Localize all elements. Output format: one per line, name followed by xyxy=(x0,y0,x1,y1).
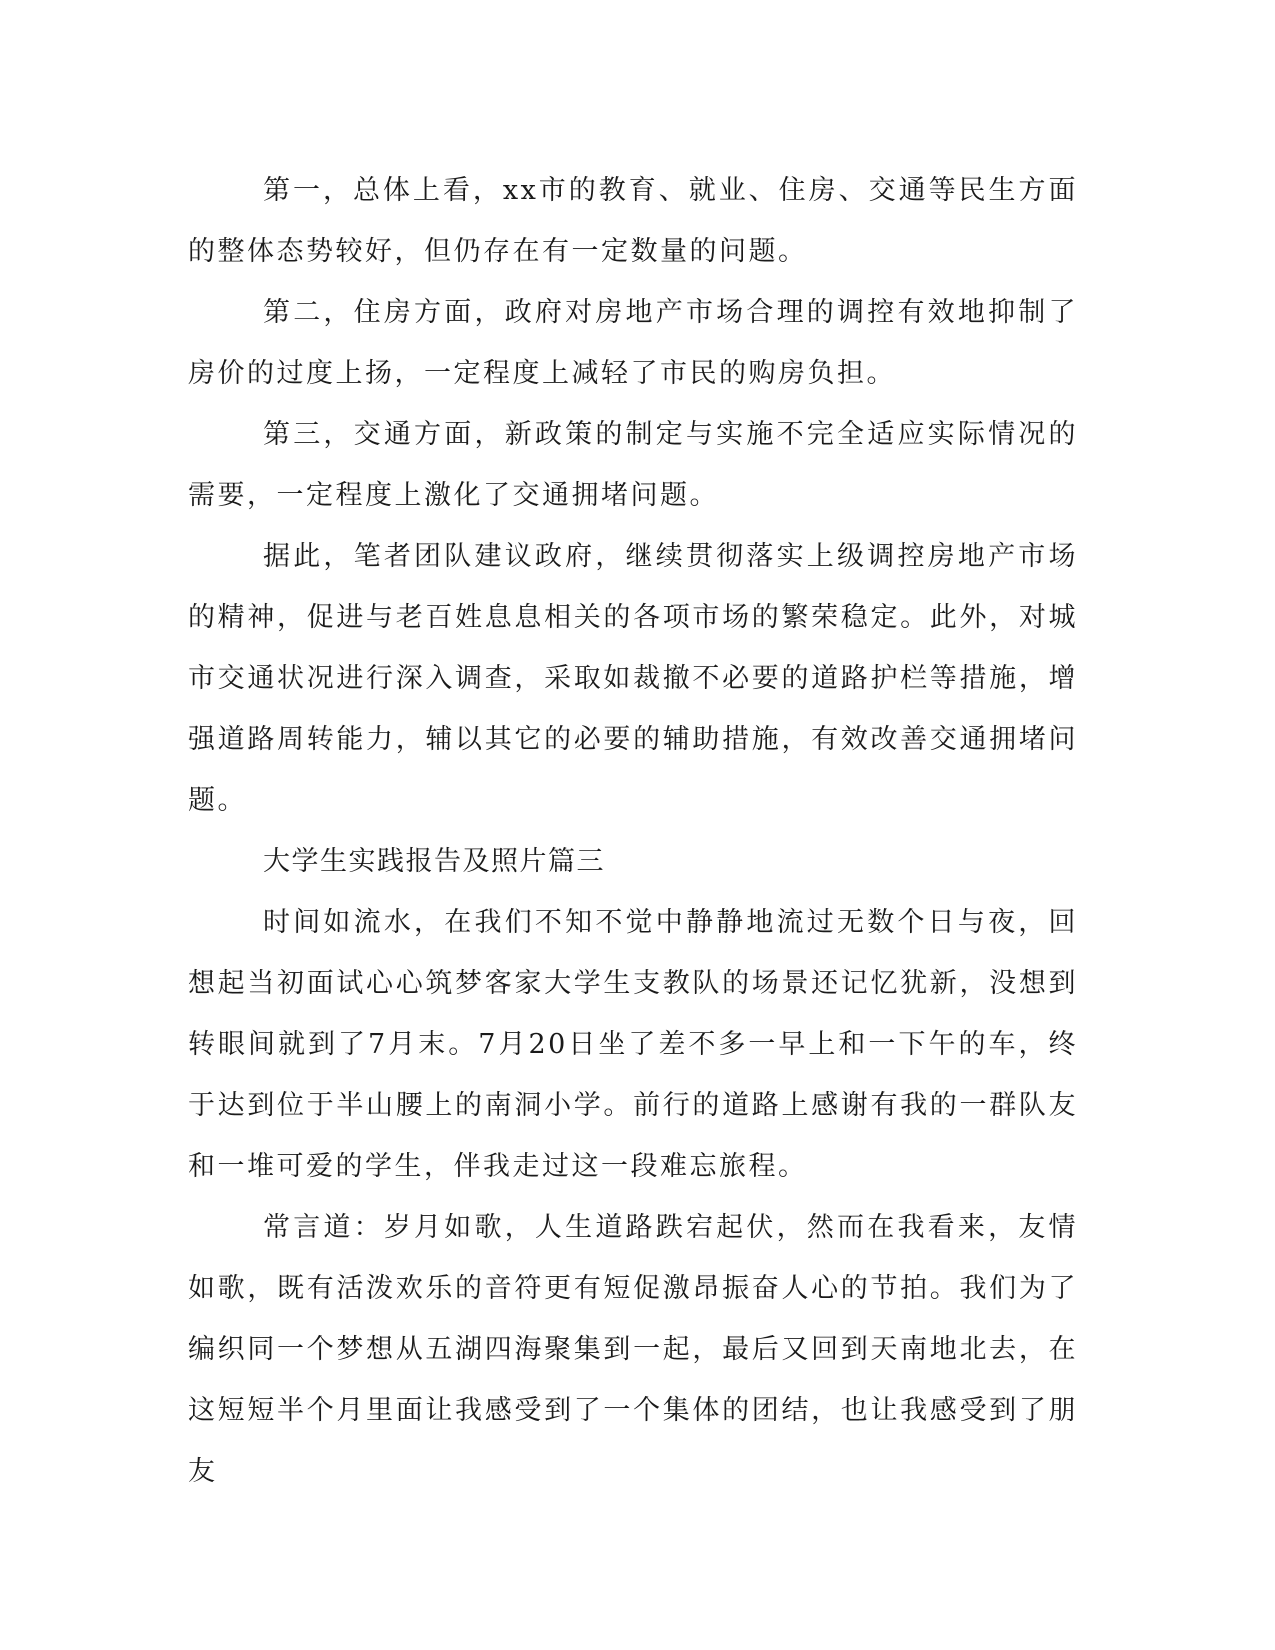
paragraph-summary-second: 第二，住房方面，政府对房地产市场合理的调控有效地抑制了房价的过度上扬，一定程度上减轻了市民的购房负担。 xyxy=(188,297,1078,389)
paragraph-recommendation: 据此，笔者团队建议政府，继续贯彻落实上级调控房地产市场的精神，促进与老百姓息息相关的各项市场的繁荣稳定。此外，对城市交通状况进行深入调查，采取如裁撤不必要的道路护栏等措施，增强道路周转能力，辅以其它的必要的辅助措施，有效改善交通拥堵问题。 xyxy=(188,541,1078,816)
paragraph-time-flows: 时间如流水，在我们不知不觉中静静地流过无数个日与夜，回想起当初面试心心筑梦客家大学生支教队的场景还记忆犹新，没想到转眼间就到了7月末。7月20日坐了差不多一早上和一下午的车，终于达到位于半山腰上的南洞小学。前行的道路上感谢有我的一群队友和一堆可爱的学生，伴我走过这一段难忘旅程。 xyxy=(188,907,1078,1182)
section-title: 大学生实践报告及照片篇三 xyxy=(263,846,605,877)
paragraph-summary-third: 第三，交通方面，新政策的制定与实施不完全适应实际情况的需要，一定程度上激化了交通拥堵问题。 xyxy=(188,419,1078,511)
document-body xyxy=(188,160,1078,1502)
paragraph-summary-first: 第一，总体上看，xx市的教育、就业、住房、交通等民生方面的整体态势较好，但仍存在有一定数量的问题。 xyxy=(188,175,1078,267)
paragraph-friendship: 常言道：岁月如歌，人生道路跌宕起伏，然而在我看来，友情如歌，既有活泼欢乐的音符更有短促激昂振奋人心的节拍。我们为了编织同一个梦想从五湖四海聚集到一起，最后又回到天南地北去，在这短短半个月里面让我感受到了一个集体的团结，也让我感受到了朋友 xyxy=(188,1212,1078,1487)
